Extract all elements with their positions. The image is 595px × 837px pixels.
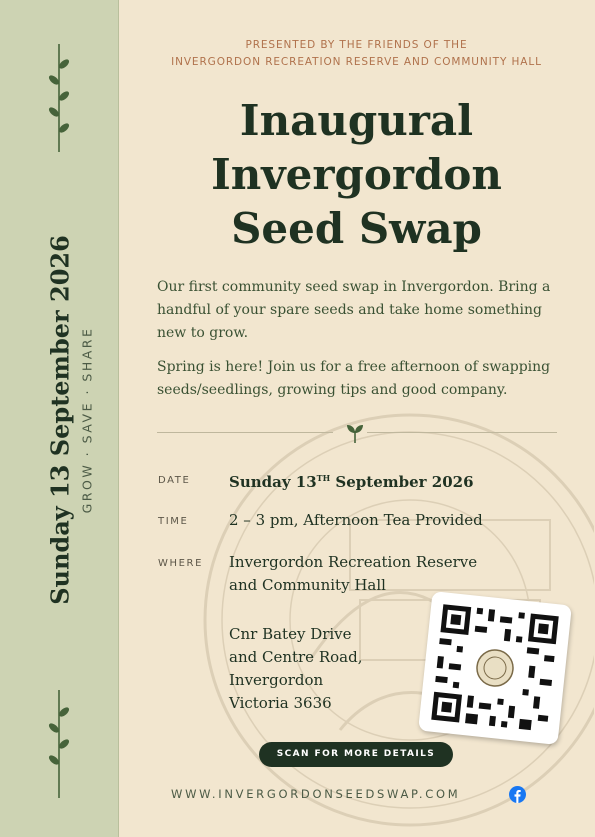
- qr-code-icon: [418, 591, 572, 745]
- venue-line-2: and Community Hall: [229, 576, 386, 594]
- leaf-sprig-icon: [42, 688, 76, 800]
- intro-text: [157, 276, 567, 402]
- date-value: [229, 467, 474, 494]
- address-line-1: Cnr Batey Drive: [229, 625, 352, 643]
- venue-address: [229, 623, 362, 715]
- sidebar-date: Sunday 13 September 2026: [45, 235, 75, 605]
- qr-code-card[interactable]: [418, 591, 572, 745]
- address-line-3: Invergordon: [229, 671, 324, 689]
- divider-right: [367, 432, 557, 433]
- sidebar: [0, 0, 119, 837]
- scan-for-details-button[interactable]: SCAN FOR MORE DETAILS: [259, 742, 453, 767]
- intro-paragraph-1: Our first community seed swap in Invergordon. Bring a handful of your spare seeds and take home something new to grow.: [157, 279, 551, 341]
- venue-name: [229, 551, 477, 597]
- date-month-year: September 2026: [330, 473, 474, 491]
- leaf-sprig-icon: [42, 42, 76, 154]
- presented-by: [118, 37, 595, 71]
- presented-by-line-2: INVERGORDON RECREATION RESERVE AND COMMUNITY HALL: [171, 56, 542, 68]
- date-day: Sunday 13: [229, 473, 317, 491]
- intro-paragraph-2: Spring is here! Join us for a free afternoon of swapping seeds/seedlings, growing tips and good company.: [157, 359, 551, 398]
- address-line-4: Victoria 3636: [229, 694, 332, 712]
- divider-left: [157, 432, 333, 433]
- where-label: WHERE: [158, 558, 203, 569]
- website-link[interactable]: WWW.INVERGORDONSEEDSWAP.COM: [171, 787, 461, 801]
- venue-line-1: Invergordon Recreation Reserve: [229, 553, 478, 571]
- time-value: 2 – 3 pm, Afternoon Tea Provided: [229, 511, 483, 529]
- time-label: TIME: [158, 516, 189, 527]
- title-line-2: Invergordon: [211, 150, 502, 199]
- sidebar-tagline: GROW · SAVE · SHARE: [79, 326, 95, 514]
- event-title: [118, 94, 595, 256]
- date-ordinal-suffix: TH: [316, 473, 331, 483]
- facebook-icon[interactable]: [509, 786, 526, 803]
- sprout-icon: [344, 422, 366, 444]
- title-line-1: Inaugural: [239, 96, 474, 145]
- address-line-2: and Centre Road,: [229, 648, 363, 666]
- presented-by-line-1: PRESENTED BY THE FRIENDS OF THE: [245, 39, 468, 51]
- title-line-3: Seed Swap: [231, 204, 482, 253]
- date-label: DATE: [158, 475, 191, 486]
